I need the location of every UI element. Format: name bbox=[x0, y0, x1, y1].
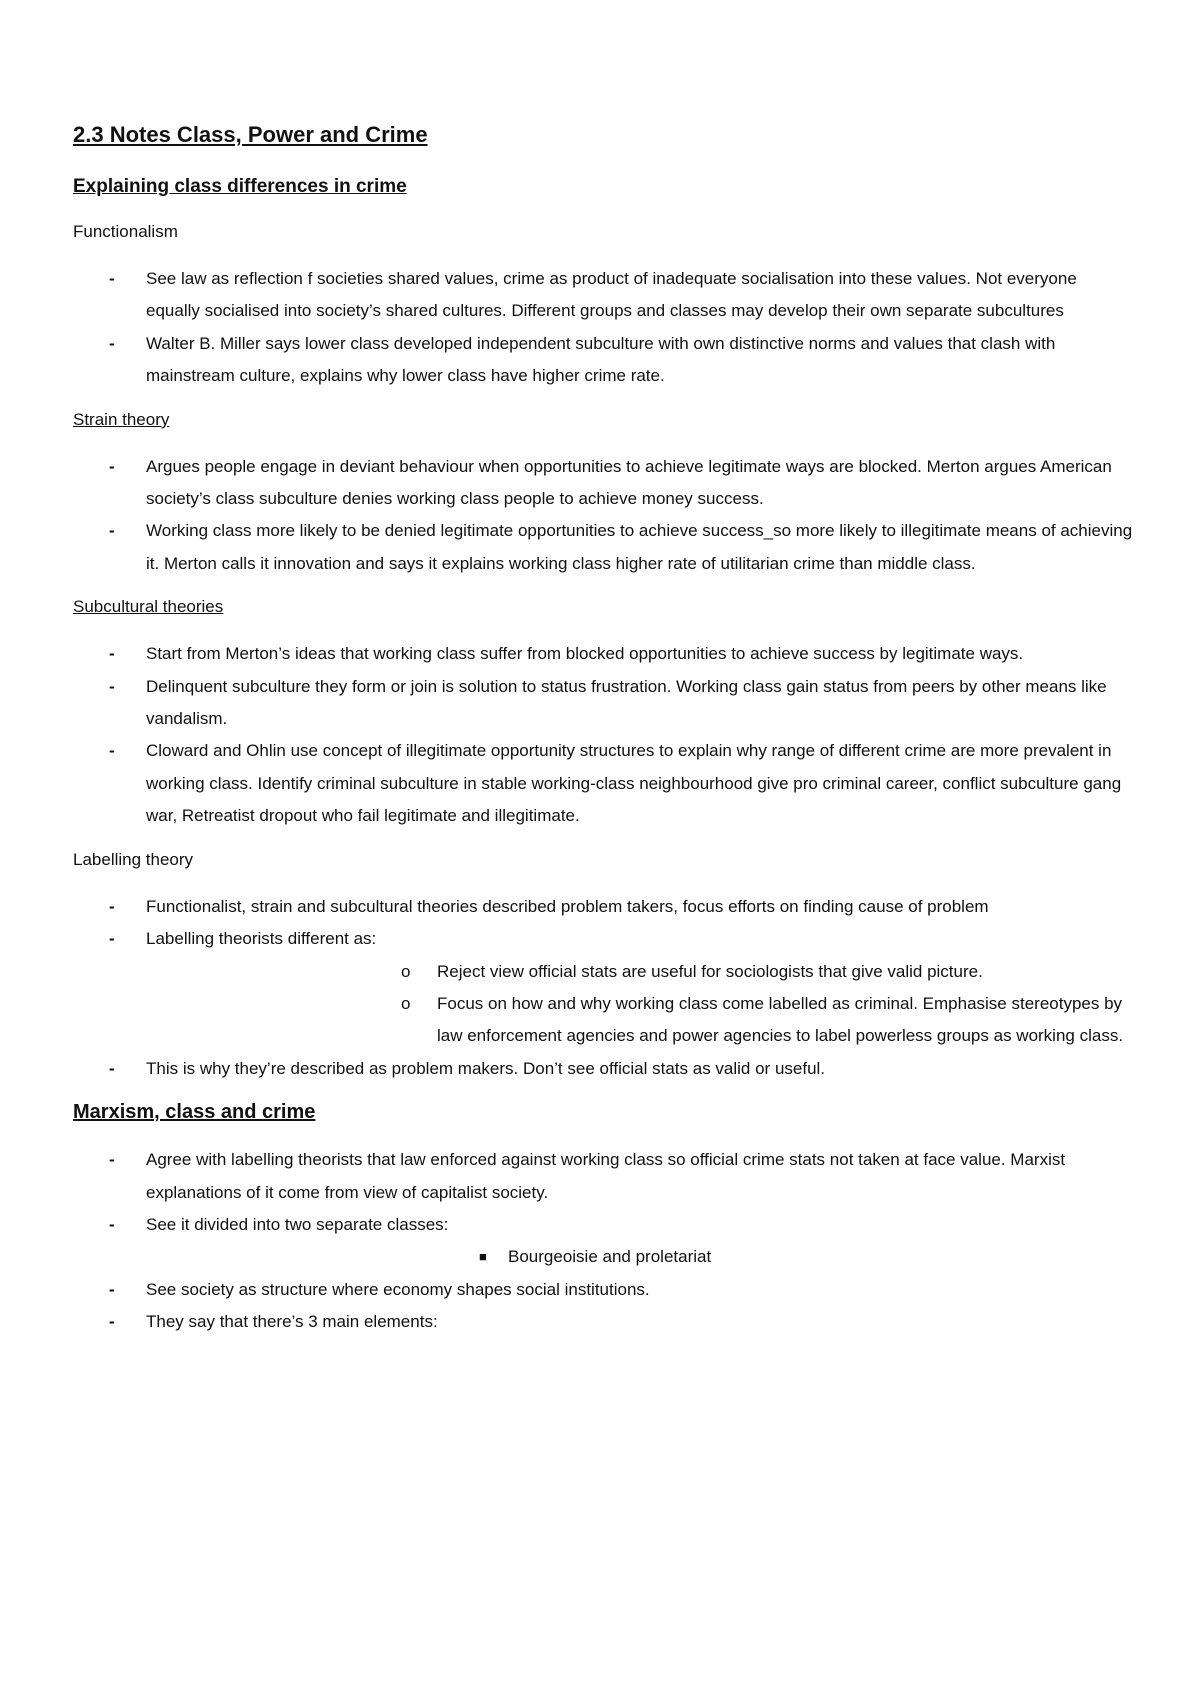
subcultural-list bbox=[73, 638, 1133, 832]
list-item: - Argues people engage in deviant behaviour when opportunities to achieve legitimate ways are blocked. Merton argues American society’s class subculture denies working class people to achieve money success. bbox=[73, 451, 1133, 516]
subheading-labelling-theory: Labelling theory bbox=[73, 849, 194, 869]
section-heading-class-differences: Explaining class differences in crime bbox=[73, 176, 407, 197]
subheading-strain-theory: Strain theory bbox=[73, 409, 170, 429]
circle-bullet-icon: o bbox=[401, 993, 411, 1013]
circle-bullet-icon: o bbox=[401, 961, 411, 981]
list-item: - See law as reflection f societies shared values, crime as product of inadequate socialisation into these values. Not everyone equally socialised into society’s shared cultures. Different groups and classes may develop their own separate subcultures bbox=[73, 263, 1133, 328]
document-page bbox=[73, 120, 1133, 1353]
dash-marker: - bbox=[109, 929, 115, 949]
square-bullet-icon: ■ bbox=[479, 1249, 487, 1265]
page-title: 2.3 Notes Class, Power and Crime bbox=[73, 122, 428, 147]
strain-list bbox=[73, 451, 1133, 581]
dash-marker: - bbox=[109, 521, 115, 541]
sub-list-item: o Reject view official stats are useful for sociologists that give valid picture. bbox=[73, 956, 1133, 988]
list-item: - Walter B. Miller says lower class developed independent subculture with own distinctive norms and values that clash with mainstream culture, explains why lower class have higher crime rate. bbox=[73, 328, 1133, 393]
dash-marker: - bbox=[109, 1312, 115, 1332]
list-item: - Cloward and Ohlin use concept of illegitimate opportunity structures to explain why range of different crime are more prevalent in working class. Identify criminal subculture in stable working-class neighbourhood give pro criminal career, conflict subculture gang war, Retreatist dropout who fail legitimate and illegitimate. bbox=[73, 735, 1133, 832]
list-item: - Functionalist, strain and subcultural theories described problem takers, focus efforts on finding cause of problem bbox=[73, 891, 1133, 923]
dash-marker: - bbox=[109, 269, 115, 288]
dash-marker: - bbox=[109, 1214, 115, 1234]
subheading-subcultural-theories: Subcultural theories bbox=[73, 597, 224, 617]
list-item: - Labelling theorists different as: bbox=[73, 923, 1133, 955]
dash-marker: - bbox=[109, 1058, 115, 1078]
sub-list-item: o Focus on how and why working class come labelled as criminal. Emphasise stereotypes by law enforcement agencies and power agencies to label powerless groups as working class. bbox=[73, 988, 1133, 1053]
dash-marker: - bbox=[109, 456, 115, 476]
list-item: - Working class more likely to be denied legitimate opportunities to achieve success_so more likely to illegitimate means of achieving it. Merton calls it innovation and says it explains working class higher rate of utilitarian crime than middle class. bbox=[73, 515, 1133, 580]
dash-marker: - bbox=[109, 676, 115, 696]
section-heading-marxism: Marxism, class and crime bbox=[73, 1101, 316, 1124]
list-item: - Start from Merton’s ideas that working class suffer from blocked opportunities to achieve success by legitimate ways. bbox=[73, 638, 1133, 670]
list-item: - They say that there’s 3 main elements: bbox=[73, 1306, 1133, 1338]
dash-marker: - bbox=[109, 1150, 115, 1170]
list-item: - This is why they’re described as problem makers. Don’t see official stats as valid or useful. bbox=[73, 1053, 1133, 1085]
dash-marker: - bbox=[109, 644, 115, 664]
list-item: - Agree with labelling theorists that law enforced against working class so official crime stats not taken at face value. Marxist explanations of it come from view of capitalist society. bbox=[73, 1144, 1133, 1209]
labelling-list bbox=[73, 891, 1133, 1085]
list-item: - See it divided into two separate classes: bbox=[73, 1209, 1133, 1241]
dash-marker: - bbox=[109, 333, 115, 353]
dash-marker: - bbox=[109, 1279, 115, 1299]
dash-marker: - bbox=[109, 741, 115, 761]
marxism-list bbox=[73, 1144, 1133, 1338]
list-item: - See society as structure where economy shapes social institutions. bbox=[73, 1274, 1133, 1306]
functionalism-list bbox=[73, 263, 1133, 393]
subheading-functionalism: Functionalism bbox=[73, 222, 178, 241]
list-item: - Delinquent subculture they form or join is solution to status frustration. Working class gain status from peers by other means like vandalism. bbox=[73, 671, 1133, 736]
sub-list-item: ■ Bourgeoisie and proletariat bbox=[73, 1241, 1133, 1273]
dash-marker: - bbox=[109, 896, 115, 916]
